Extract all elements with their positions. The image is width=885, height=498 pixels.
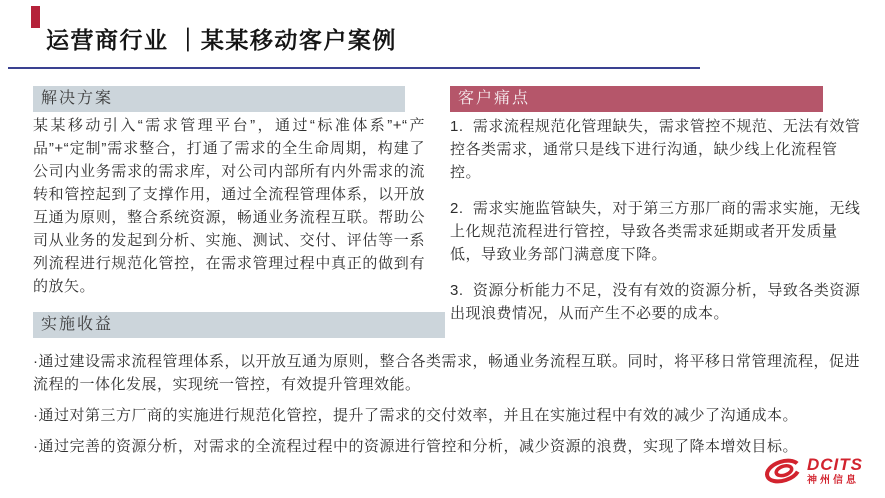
dcits-swirl-icon [763, 454, 803, 488]
benefits-list [33, 350, 871, 466]
dcits-logo-name: DCITS [807, 454, 863, 474]
dcits-logo-company: 神州信息 [807, 474, 859, 486]
dcits-logo [763, 454, 863, 488]
benefits-section-heading: 实施收益 [33, 312, 445, 338]
solution-section-heading: 解决方案 [33, 86, 405, 112]
pain-point-item: 1. 需求流程规范化管理缺失，需求管控不规范、无法有效管控各类需求，通常只是线下进行沟通，缺少线上化流程管控。 [450, 118, 861, 181]
benefit-item: ·通过完善的资源分析，对需求的全流程过程中的资源进行管控和分析，减少资源的浪费，实现了降本增效目标。 [33, 438, 799, 455]
benefit-item: ·通过对第三方厂商的实施进行规范化管控，提升了需求的交付效率，并且在实施过程中有效的减少了沟通成本。 [33, 407, 799, 424]
pain-point-item: 2. 需求实施监管缺失，对于第三方那厂商的需求实施，无线上化规范流程进行管控，导致各类需求延期或者开发质量低，导致业务部门满意度下降。 [450, 200, 861, 263]
title-accent-bar [31, 6, 40, 28]
benefit-item: ·通过建设需求流程管理体系，以开放互通为原则，整合各类需求，畅通业务流程互联。同时，将平移日常管理流程，促进流程的一体化发展，实现统一管控，有效提升管理效能。 [33, 353, 861, 393]
pain-points-list [450, 115, 864, 338]
page-title: 运营商行业 ｜某某移动客户案例 [46, 27, 397, 53]
pain-point-item: 3. 资源分析能力不足，没有有效的资源分析，导致各类资源出现浪费情况，从而产生不必要的成本。 [450, 282, 861, 322]
solution-body-text: 某某移动引入“需求管理平台”，通过“标准体系”+“产品”+“定制”需求整合，打通了需求的全生命周期，构建了公司内业务需求的需求库，对公司内部所有内外需求的流转和管控起到了支撑作用，通过全流程管理体系，以开放互通为原则，整合系统资源，畅通业务流程互联。帮助公司从业务的发起到分析、实施、测试、交付、评估等一系列流程进行规范化管控，在需求管理过程中真正的做到有的放矢。 [33, 117, 425, 295]
pain-points-section-heading: 客户痛点 [450, 86, 823, 112]
title-underline [8, 67, 700, 69]
dcits-logo-text [807, 456, 863, 486]
